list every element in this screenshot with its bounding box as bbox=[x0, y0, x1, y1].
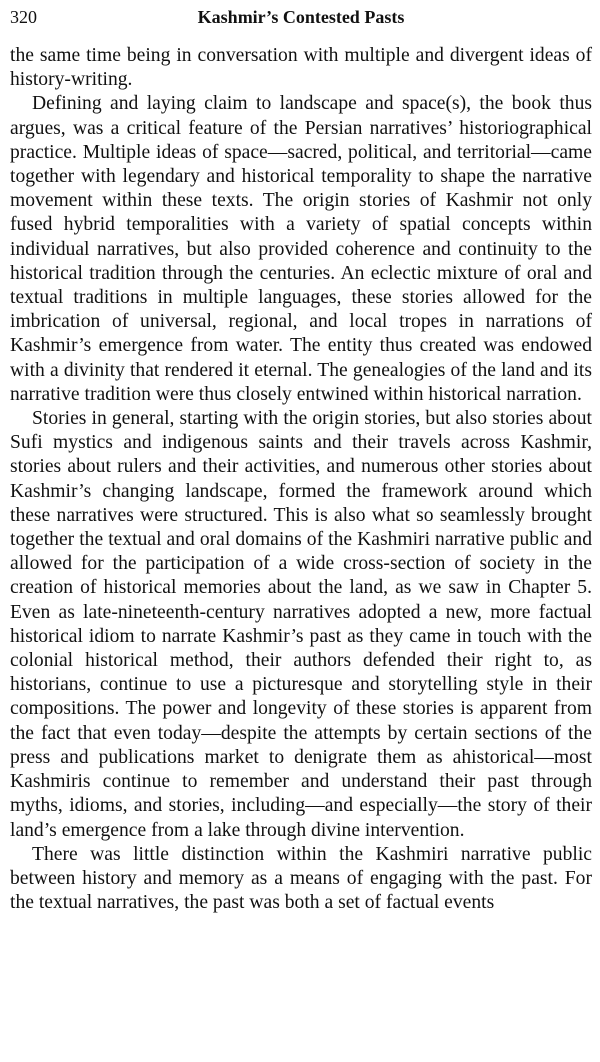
paragraph: Stories in general, starting with the origin stories, but also stories about Sufi mystics and indigenous saints and their travels across Kashmir, stories about rulers and their activities, and numerous other stories about Kashmir’s changing landscape, formed the framework around which these narratives were structured. This is also what so seamlessly brought together the textual and oral domains of the Kashmiri narrative public and allowed for the participation of a wide cross-section of society in the creation of historical memories about the land, as we saw in Chapter 5. Even as late-nineteenth-century narratives adopted a new, more factual historical idiom to narrate Kashmir’s past as they came in touch with the colonial historical method, their authors defended their right to, as historians, continue to use a picturesque and storytelling style in their compositions. The power and longevity of these stories is apparent from the fact that even today—despite the attempts by certain sections of the press and publications market to denigrate them as ahistorical—most Kashmiris continue to remember and understand their past through myths, idioms, and stories, including—and especially—the story of their land’s emergence from a lake through divine intervention. bbox=[10, 408, 592, 841]
running-title: Kashmir’s Contested Pasts bbox=[197, 7, 405, 27]
running-header bbox=[10, 0, 592, 34]
page-number: 320 bbox=[10, 7, 37, 27]
paragraph-continued: the same time being in conversation with multiple and divergent ideas of history-writing. bbox=[10, 45, 592, 91]
body-text bbox=[10, 44, 592, 915]
paragraph: Defining and laying claim to landscape and space(s), the book thus argues, was a critical feature of the Persian narratives’ historiographical practice. Multiple ideas of space—sacred, political, and territorial—came together with legendary and historical temporality to shape the narrative movement within these texts. The origin stories of Kashmir not only fused hybrid temporalities with a variety of spatial concepts within individual narratives, but also provided coherence and continuity to the historical tradition through the centuries. An eclectic mixture of oral and textual traditions in multiple languages, these stories allowed for the imbrication of universal, regional, and local tropes in narrations of Kashmir’s emergence from water. The entity thus created was endowed with a divinity that rendered it eternal. The genealogies of the land and its narrative tradition were thus closely entwined within historical narration. bbox=[10, 93, 592, 405]
paragraph: There was little distinction within the Kashmiri narrative public between history and memory as a means of engaging with the past. For the textual narratives, the past was both a set of factual events bbox=[10, 843, 592, 914]
